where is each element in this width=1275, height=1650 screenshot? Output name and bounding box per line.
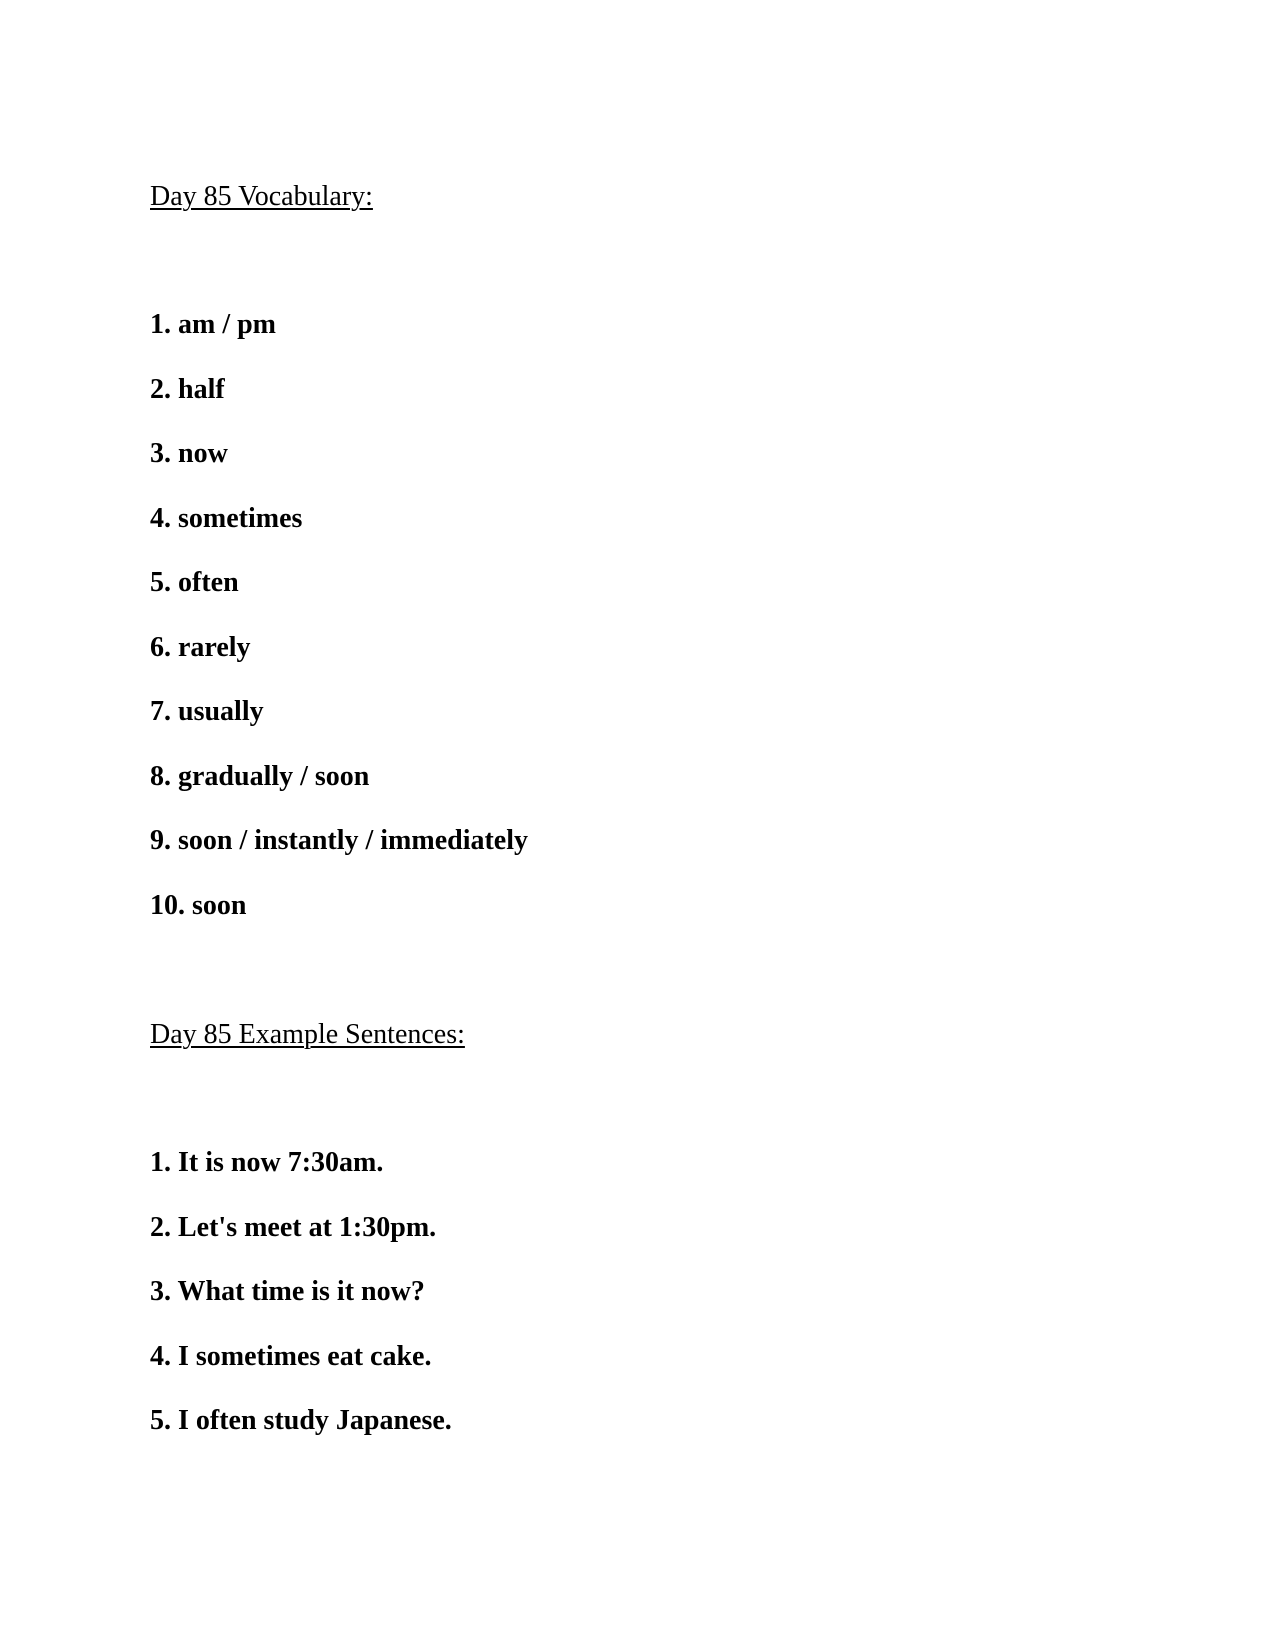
vocabulary-item: 5. often [150, 567, 239, 598]
sentence-item: 4. I sometimes eat cake. [150, 1340, 432, 1372]
vocabulary-item: 3. now [150, 438, 228, 469]
vocabulary-item: 6. rarely [150, 631, 251, 663]
vocabulary-item: 2. half [150, 373, 225, 405]
vocabulary-item: 4. sometimes [150, 502, 303, 534]
sentence-item: 1. It is now 7:30am. [150, 1147, 384, 1178]
sentences-list [150, 1146, 452, 1469]
sentence-item: 2. Let's meet at 1:30pm. [150, 1211, 437, 1243]
vocabulary-item: 10. soon [150, 889, 247, 921]
vocabulary-item: 8. gradually / soon [150, 760, 370, 792]
sentences-heading: Day 85 Example Sentences: [150, 1019, 465, 1050]
vocabulary-item: 7. usually [150, 696, 264, 727]
vocabulary-item: 1. am / pm [150, 309, 276, 340]
vocabulary-heading: Day 85 Vocabulary: [150, 181, 373, 212]
vocabulary-item: 9. soon / instantly / immediately [150, 825, 529, 856]
vocabulary-list [150, 308, 528, 953]
sentence-item: 5. I often study Japanese. [150, 1405, 452, 1436]
sentence-item: 3. What time is it now? [150, 1276, 425, 1307]
